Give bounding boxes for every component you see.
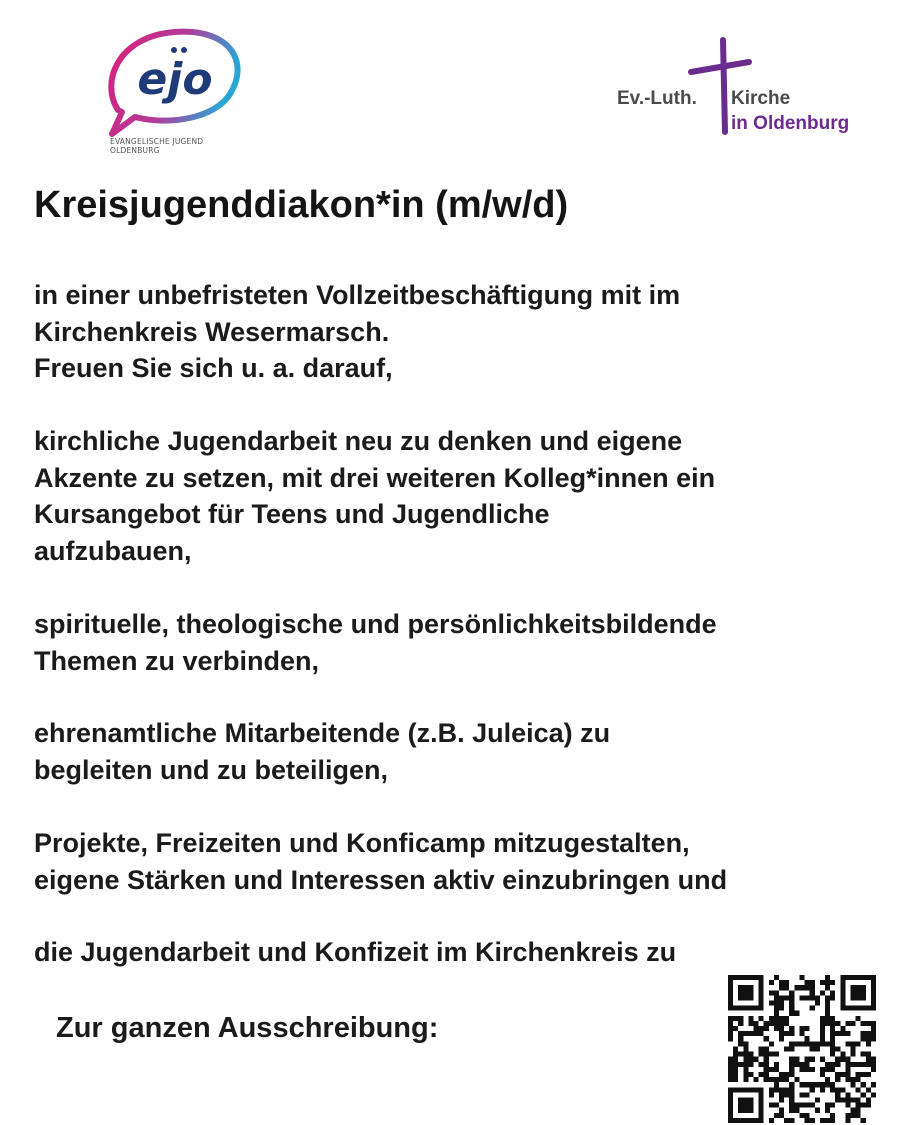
ejo-caption-line1: EVANGELISCHE JUGEND (110, 137, 204, 146)
ejo-logo-caption (110, 137, 203, 155)
ejo-logo (100, 22, 250, 162)
paragraph-themen: spirituelle, theologische und persönlichkeitsbildende Themen zu verbinden, (34, 609, 717, 676)
kirche-logo (615, 36, 875, 136)
kirche-logo-kirche: Kirche (731, 88, 791, 109)
kirche-logo-evluth: Ev.-Luth. (617, 88, 697, 109)
ejo-logo-mark-icon (100, 22, 250, 142)
ejo-caption-line2: OLDENBURG (110, 146, 160, 155)
svg-text:ejo: ejo (137, 54, 213, 105)
paragraph-ehrenamt: ehrenamtliche Mitarbeitende (z.B. Juleica) zu begleiten und zu beteiligen, (34, 718, 611, 785)
paragraph-jugendarbeit: kirchliche Jugendarbeit neu zu denken und eigene Akzente zu setzen, mit drei weiteren Kolleg*innen ein Kursangebot für Teens und Jugendliche aufzubauen, (34, 426, 716, 566)
paragraph-konfizeit: die Jugendarbeit und Konfizeit im Kirchenkreis zu (34, 937, 677, 967)
job-title: Kreisjugenddiakon*in (m/w/d) (34, 184, 569, 226)
cta-text: Zur ganzen Ausschreibung: (56, 1012, 439, 1044)
qr-code-icon[interactable] (727, 975, 877, 1123)
paragraph-projekte: Projekte, Freizeiten und Konficamp mitzugestalten, eigene Stärken und Interessen aktiv einzubringen und (34, 828, 728, 895)
kirche-logo-oldenburg: in Oldenburg (731, 113, 850, 134)
paragraph-intro: in einer unbefristeten Vollzeitbeschäftigung mit im Kirchenkreis Wesermarsch. Freuen Sie sich u. a. darauf, (34, 280, 681, 383)
